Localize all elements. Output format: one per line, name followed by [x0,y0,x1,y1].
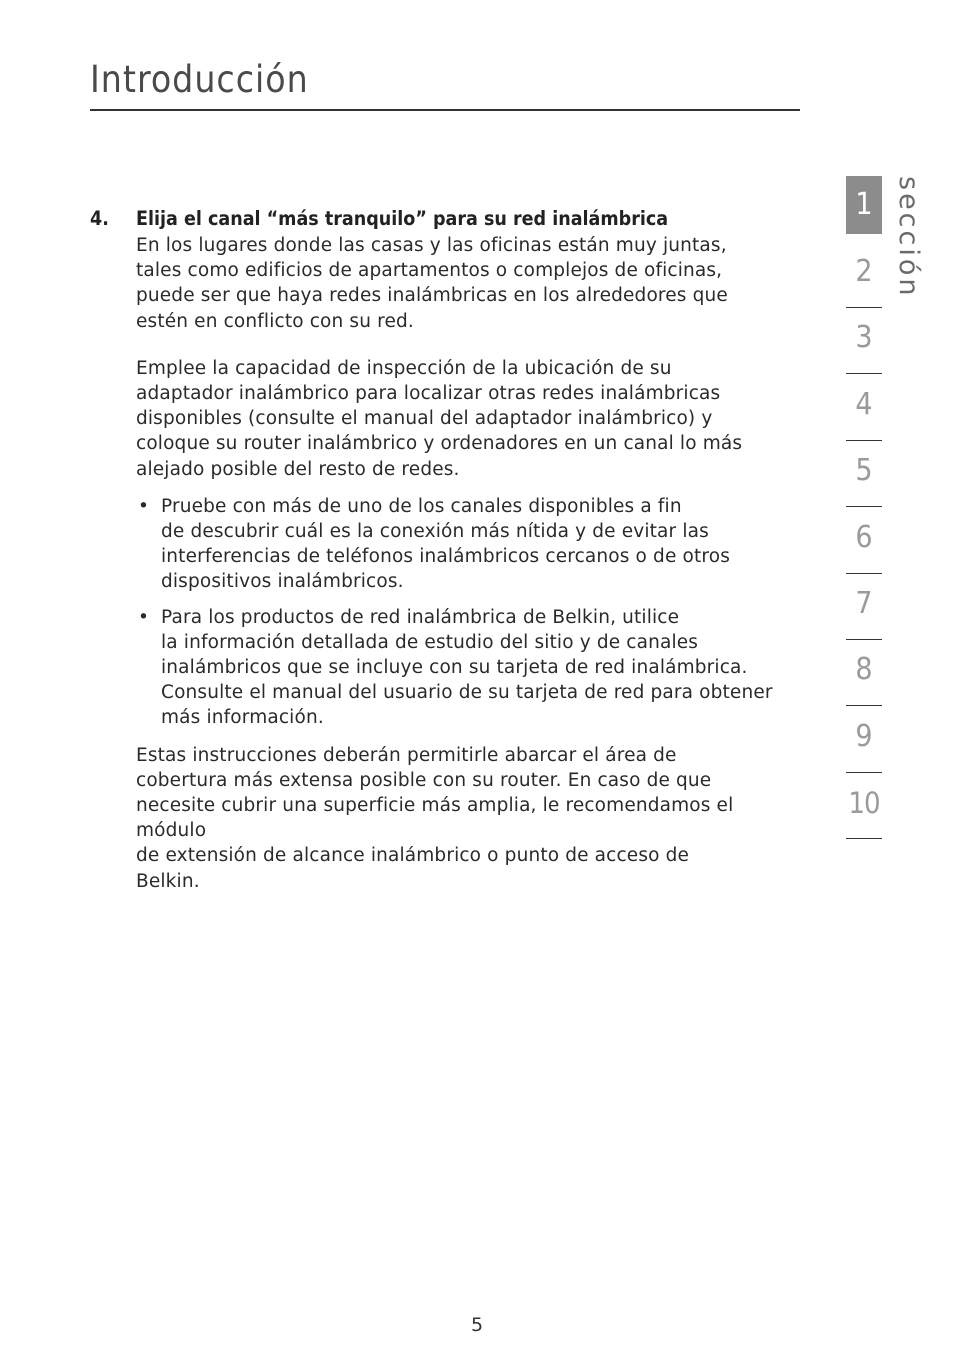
step-heading-text: Elija el canal “más tranquilo” para su red inalámbrica [136,207,669,230]
text-line: disponibles (consulte el manual del adaptador inalámbrico) y [136,408,713,430]
text-line: de descubrir cuál es la conexión más nítida y de evitar las [161,521,709,543]
section-tab-7[interactable]: 7 [846,574,882,640]
section-tab-4[interactable]: 4 [846,375,882,441]
section-tab-2[interactable]: 2 [846,242,882,308]
section-nav [846,176,882,840]
section-tab-10[interactable]: 10 [846,773,882,839]
title-divider [90,109,800,111]
text-line: necesite cubrir una superficie más amplia, le recomendamos el [136,795,734,817]
section-tab-3[interactable]: 3 [846,308,882,374]
text-line: Para los productos de red inalámbrica de Belkin, utilice [161,606,680,628]
page-title: Introducción [90,58,309,101]
text-line: inalámbricos que se incluye con su tarjeta de red inalámbrica. [161,657,748,679]
section-tab-6[interactable]: 6 [846,508,882,574]
text-line: interferencias de teléfonos inalámbricos cercanos o de otros [161,546,730,568]
main-content [90,205,802,894]
bullet-icon: • [138,495,150,517]
text-line: Pruebe con más de uno de los canales disponibles a fin [161,495,682,517]
section-tab-9[interactable]: 9 [846,707,882,773]
text-line: Belkin. [136,870,200,892]
text-line: alejado posible del resto de redes. [136,458,460,480]
list-item [136,494,802,595]
text-line: adaptador inalámbrico para localizar otras redes inalámbricas [136,383,721,405]
text-line: módulo [136,820,207,842]
text-line: más información. [161,707,324,729]
paragraph-2 [90,356,802,482]
text-line: coloque su router inalámbrico y ordenadores en un canal lo más [136,433,743,455]
text-line: Estas instrucciones deberán permitirle abarcar el área de [136,744,677,766]
text-line: Consulte el manual del usuario de su tarjeta de red para obtener [161,682,773,704]
text-line: puede ser que haya redes inalámbricas en los alrededores que [136,285,728,307]
page-number: 5 [470,1314,484,1336]
text-line: cobertura más extensa posible con su router. En caso de que [136,769,712,791]
text-line: Emplee la capacidad de inspección de la ubicación de su [136,357,672,379]
text-line: En los lugares donde las casas y las oficinas están muy juntas, [136,235,727,256]
text-line: estén en conflicto con su red. [136,310,414,332]
list-item [136,605,802,731]
section-tab-1[interactable]: 1 [846,176,882,234]
step-heading [90,205,802,233]
section-tab-5[interactable]: 5 [846,441,882,507]
text-line: de extensión de alcance inalámbrico o punto de acceso de [136,845,690,867]
section-tab-8[interactable]: 8 [846,640,882,706]
paragraph-3 [90,743,802,894]
paragraph-1 [90,233,802,334]
text-line: tales como edificios de apartamentos o complejos de oficinas, [136,260,723,282]
step-number: 4. [90,207,109,230]
bullet-list [90,494,802,731]
section-label: sección [893,176,924,299]
text-line: la información detallada de estudio del sitio y de canales [161,631,699,653]
text-line: dispositivos inalámbricos. [161,571,404,593]
bullet-icon: • [138,606,150,628]
